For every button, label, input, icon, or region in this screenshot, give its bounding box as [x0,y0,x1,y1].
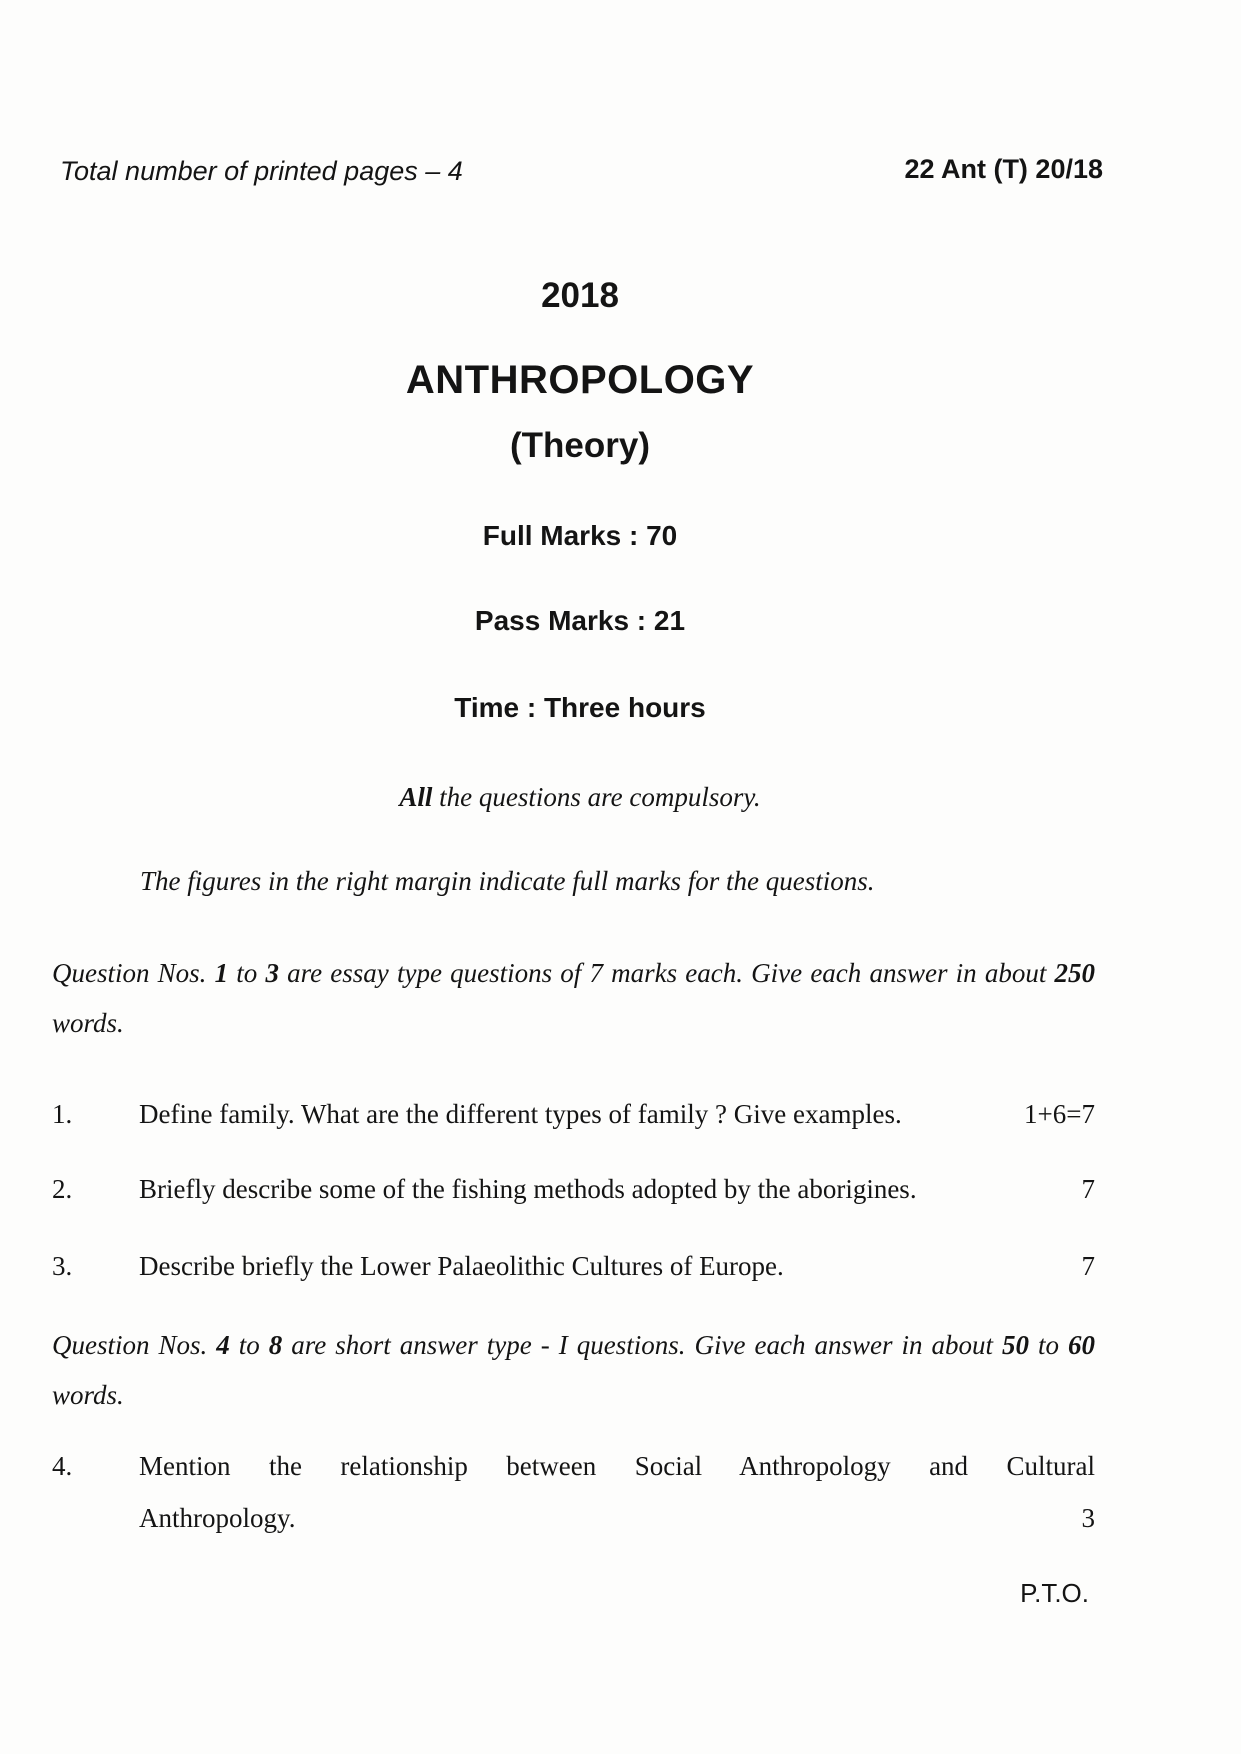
question-number: 4. [52,1451,73,1481]
question-row [52,1088,1095,1140]
note-text: Question Nos. [52,958,215,988]
question-text: Briefly describe some of the fishing methods adopted by the aborigines. [139,1174,917,1204]
note-text: words. [52,1380,124,1410]
margin-instruction: The figures in the right margin indicate full marks for the questions. [140,866,875,896]
question-marks: 7 [1081,1174,1095,1204]
full-marks: Full Marks : 70 [482,520,678,551]
note-text: are short answer type - I questions. Give each answer in about [282,1330,1002,1360]
note-number: 1 [214,958,229,988]
question-text: Describe briefly the Lower Palaeolithic Cultures of Europe. [139,1251,784,1281]
pass-marks: Pass Marks : 21 [474,605,686,636]
question-text-line: Mention the relationship between Social Anthropology and Cultural [139,1451,1095,1481]
question-text-line: Anthropology. [139,1503,296,1533]
section-1-note [52,948,1095,1048]
question-number: 3. [52,1251,73,1281]
note-number: 50 [1001,1330,1029,1360]
question-row [52,1163,1095,1215]
paper-type: (Theory) [510,426,650,465]
compulsory-rest: the questions are compulsory. [432,782,761,812]
compulsory-lead: All [399,782,433,812]
question-number: 2. [52,1174,73,1204]
please-turn-over: P.T.O. [1020,1578,1089,1608]
compulsory-instruction [0,782,1160,813]
note-number: 250 [1054,958,1095,988]
exam-year: 2018 [541,276,619,315]
note-number: 60 [1067,1330,1095,1360]
subject-title: ANTHROPOLOGY [405,358,755,402]
question-marks: 7 [1081,1251,1095,1281]
question-marks: 3 [1081,1503,1095,1533]
exam-time: Time : Three hours [454,692,706,723]
printed-pages-note: Total number of printed pages – 4 [60,156,463,186]
note-number: 8 [268,1330,283,1360]
paper-code: 22 Ant (T) 20/18 [904,154,1103,184]
note-text: are essay type questions of 7 marks each. Give each answer in about [278,958,1055,988]
note-text: to [228,958,266,988]
note-number: 4 [216,1330,230,1360]
question-row [52,1240,1095,1292]
question-marks: 1+6=7 [1024,1099,1095,1129]
section-2-note [52,1320,1095,1420]
question-text: Define family. What are the different types of family ? Give examples. [139,1099,902,1129]
question-text [139,1440,1095,1544]
note-text: to [229,1330,269,1360]
question-number: 1. [52,1099,73,1129]
note-text: to [1028,1330,1068,1360]
note-text: Question Nos. [52,1330,217,1360]
question-row [52,1440,1095,1550]
note-number: 3 [265,958,279,988]
note-text: words. [52,1008,124,1038]
